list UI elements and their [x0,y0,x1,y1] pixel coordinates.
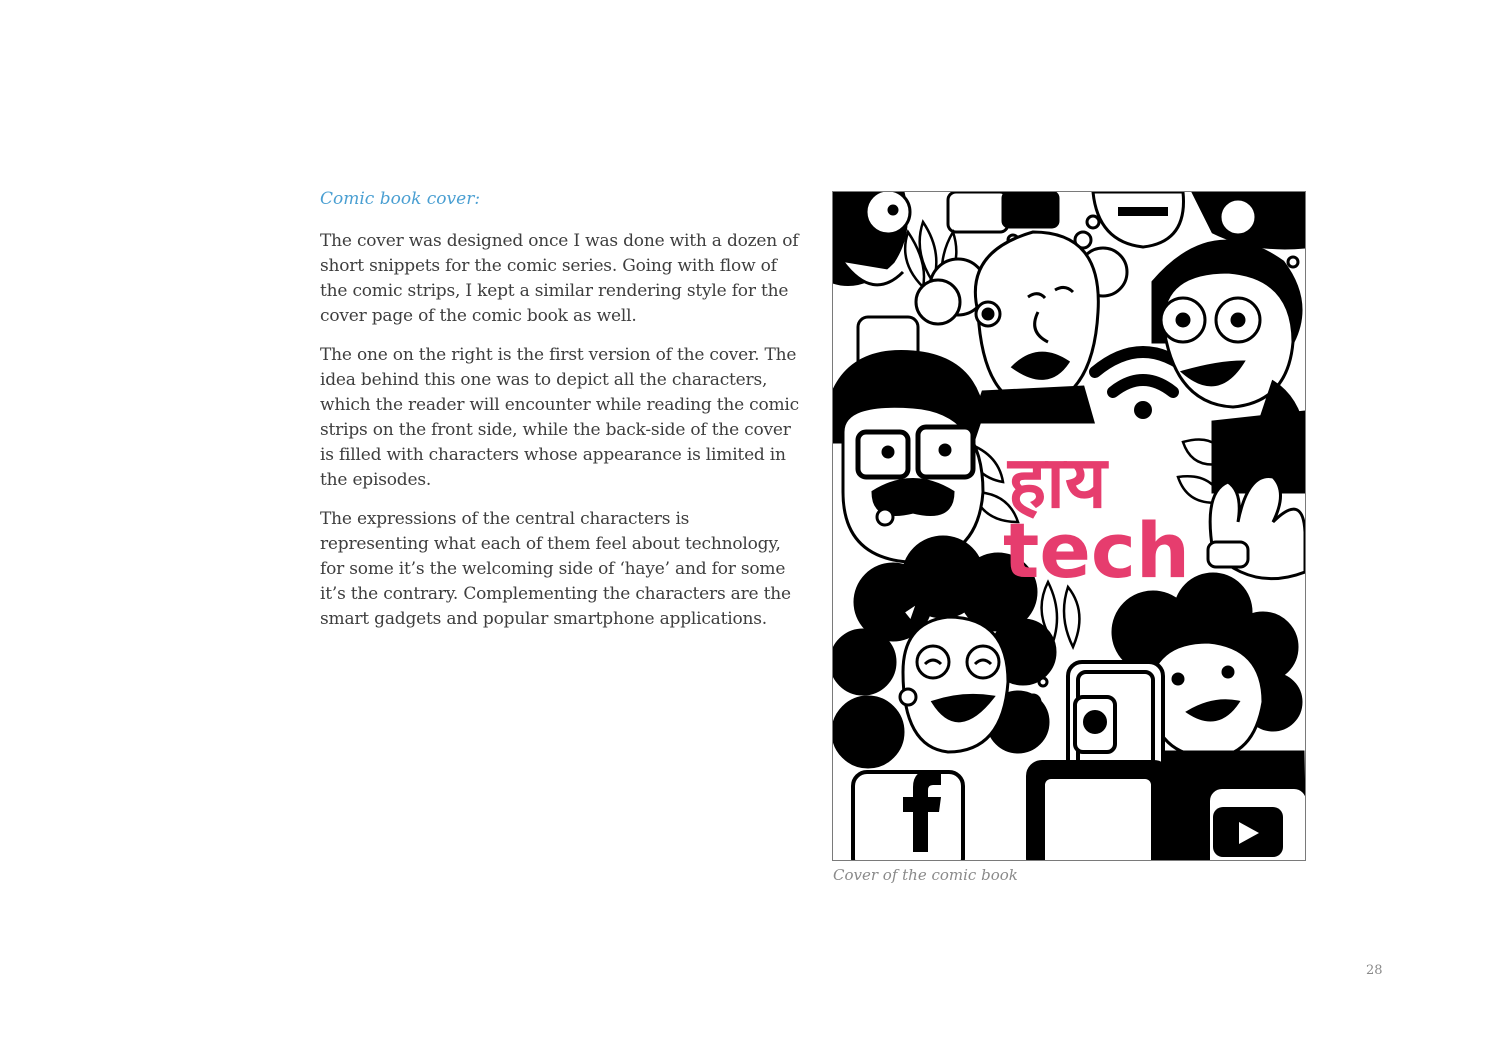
body-paragraph: The cover was designed once I was done with a dozen of short snippets for the comic series. Going with flow of the comic strips, I kept a similar rendering style for the cover page of the comic book as well. [320,231,799,326]
body-paragraph: The one on the right is the first version of the cover. The idea behind this one was to depict all the characters, which the reader will encounter while reading the comic strips on the front side, while the back-side of the cover is filled with characters whose appearance is limited in the episodes. [320,345,799,490]
cover-figure [832,191,1306,862]
figure-caption: Cover of the comic book [833,866,1018,884]
youtube-play-icon [1213,807,1283,857]
body-paragraph: The expressions of the central characters is representing what each of them feel about technology, for some it’s the welcoming side of ‘haye’ and for some it’s the contrary. Complementing the characters are the smart gadgets and popular smartphone applications. [320,509,791,629]
cover-title-hindi: हाय [1008,440,1107,524]
page-number: 28 [1366,963,1383,978]
section-heading: Comic book cover: [320,189,481,209]
comic-cover-illustration [832,191,1306,861]
text-column [320,186,800,646]
cover-title-tech: tech [1003,506,1191,595]
